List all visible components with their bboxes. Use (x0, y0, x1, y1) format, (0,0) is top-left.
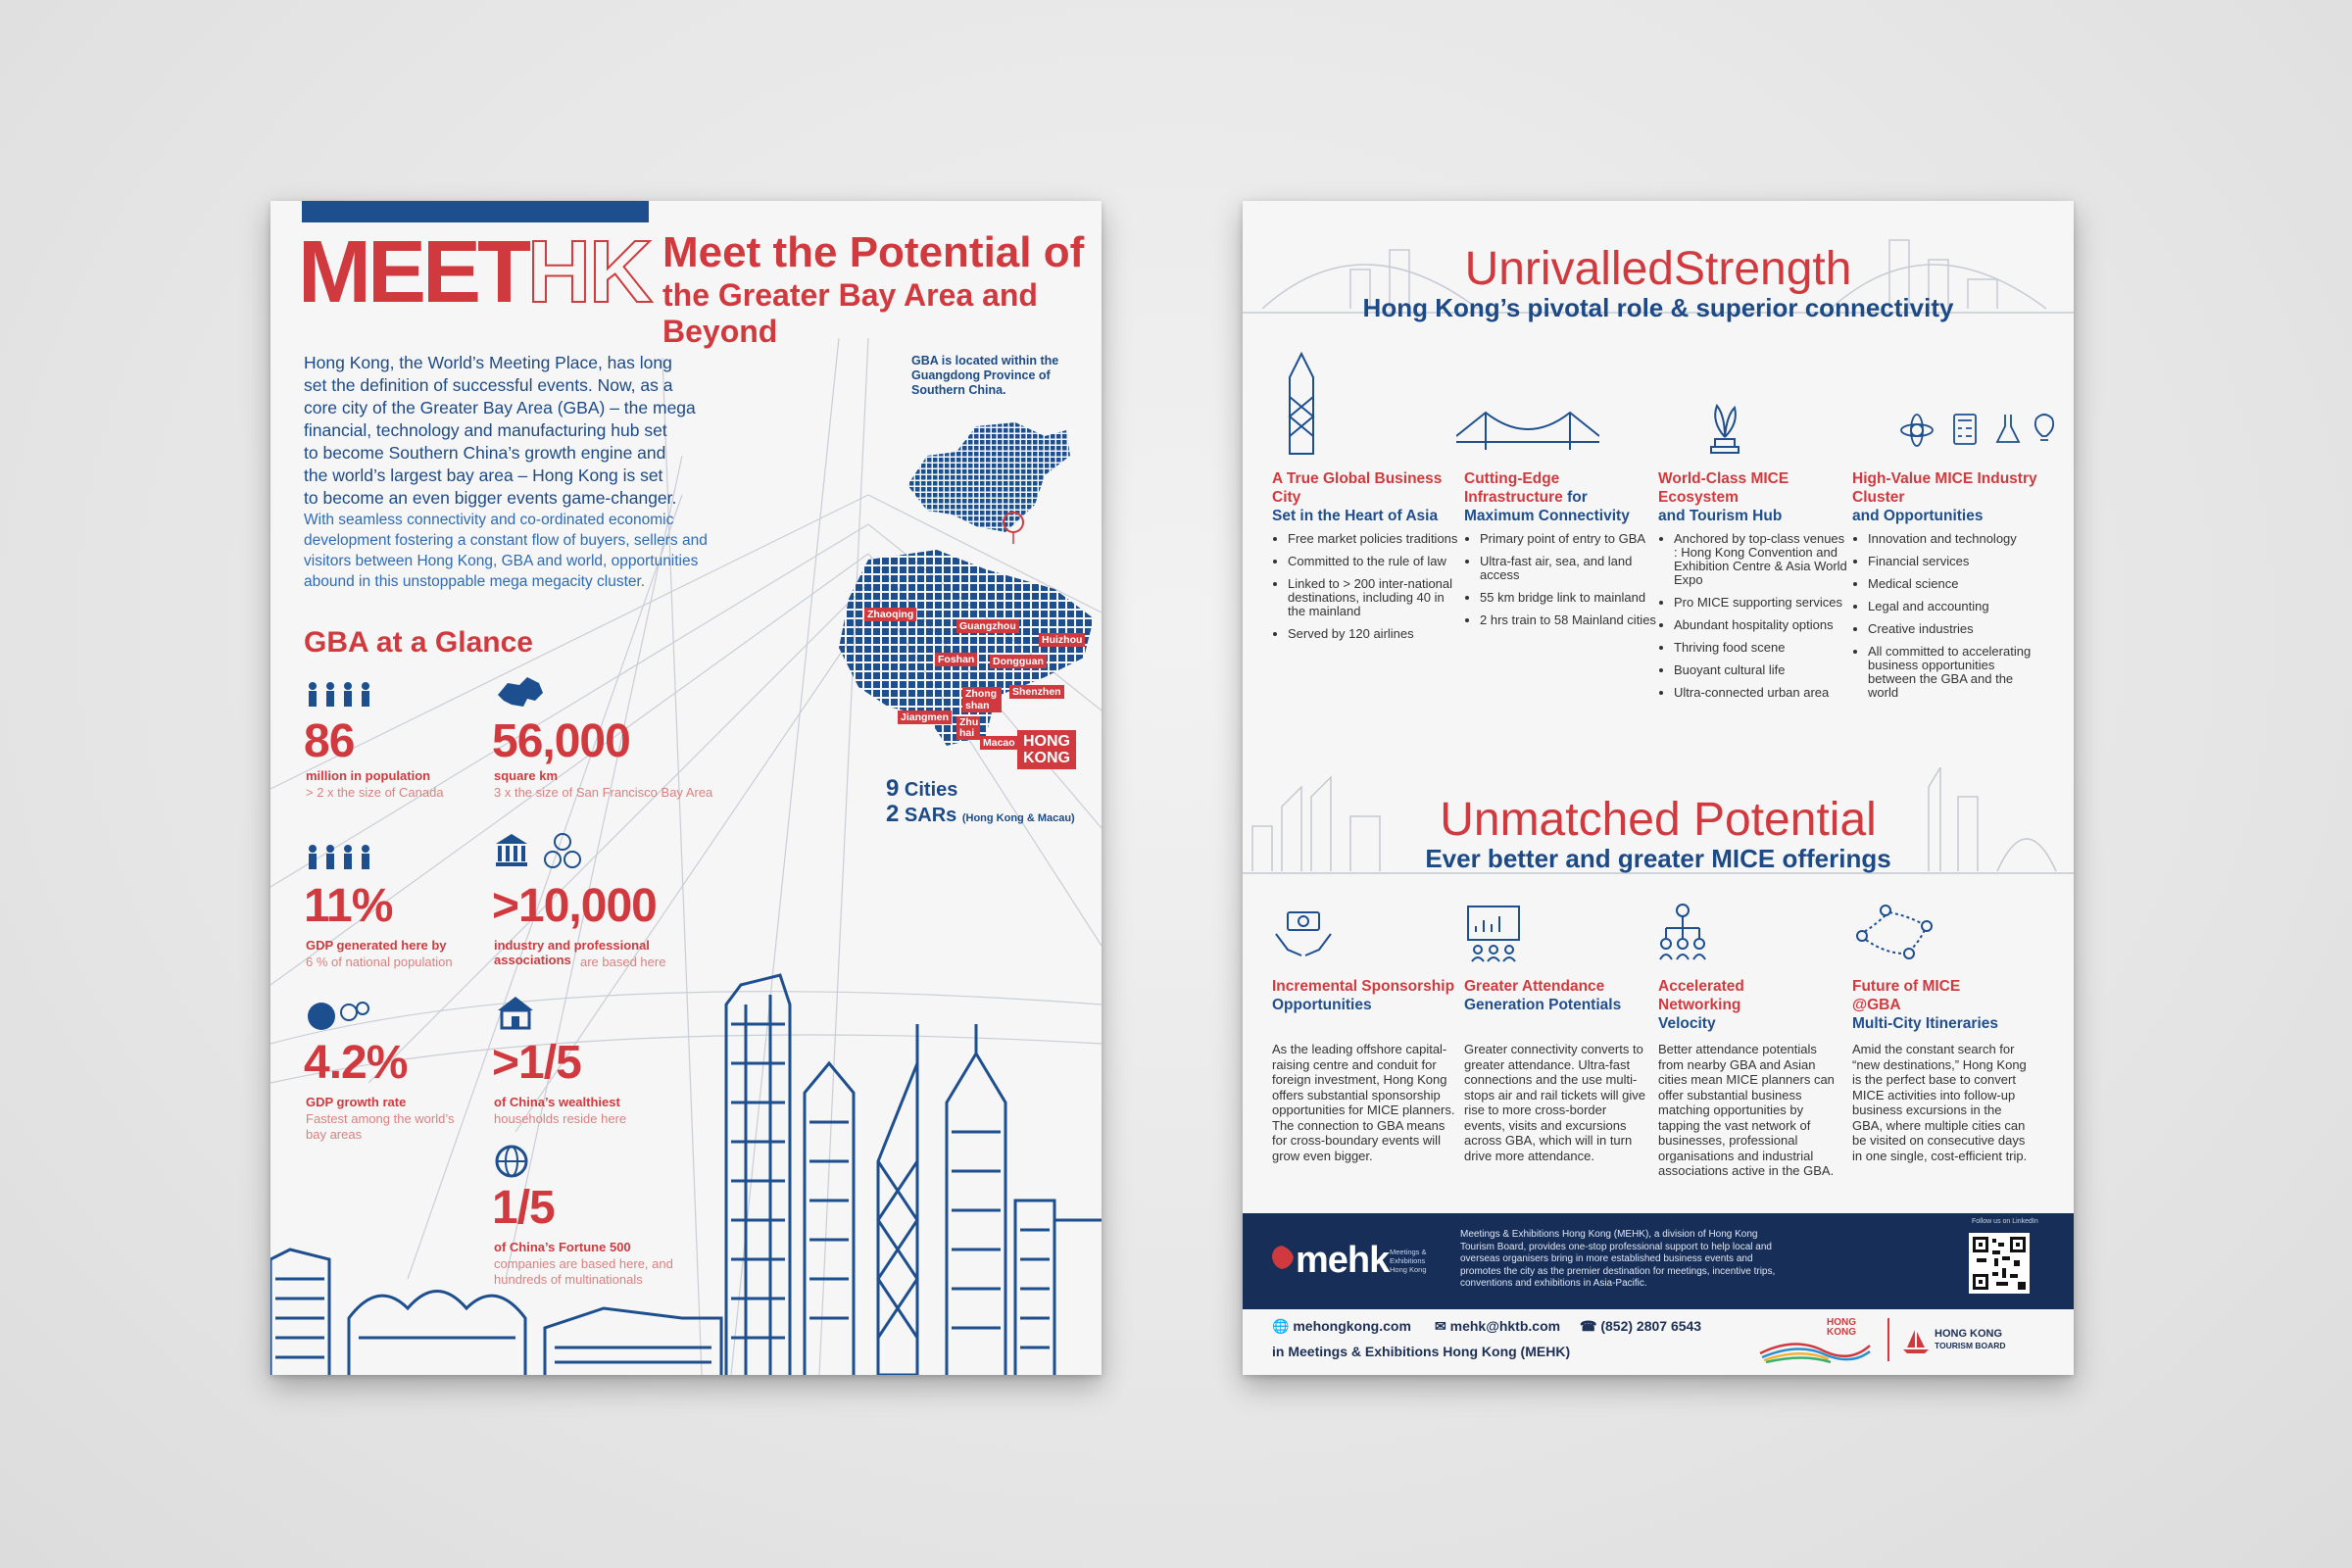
gba-at-a-glance-title: GBA at a Glance (304, 626, 533, 659)
mehk-logo: mehk (1296, 1240, 1390, 1281)
mehk-about-text: Meetings & Exhibitions Hong Kong (MEHK), a division of Hong Kong Tourism Board, provides one-stop professional support to help local and overseas organisers bring in more established business events and promotes the city as the premier destination for meetings, incentive trips, conventions and exhibitions in Asia-Pacific. (1460, 1229, 1776, 1289)
follow-linkedin-label: Follow us on LinkedIn (1972, 1218, 2038, 1225)
contact-phone[interactable]: ☎ (852) 2807 6543 (1580, 1318, 1702, 1334)
strength-4-heading: High-Value MICE Industry Cluster and Opportunities (1852, 470, 2037, 524)
stat-area-value: 56,000 (492, 715, 630, 767)
stat-wealthiest-sub: households reside here (494, 1111, 627, 1126)
contact-email[interactable]: ✉ mehk@hktb.com (1435, 1318, 1561, 1334)
junk-boat-logo (1901, 1326, 1931, 1355)
strength-1-list: • Free market policies traditions • Committed to the rule of law • Linked to > 200 inter-national destinations, including 40 in the mainland • Served by 120 airlines (1272, 532, 1464, 650)
stat-area-sub: 3 x the size of San Francisco Bay Area (494, 785, 713, 800)
strength-2-heading: Cutting-Edge Infrastructure for Maximum Connectivity (1464, 470, 1630, 524)
map-label-guangzhou: Guangzhou (956, 619, 1019, 633)
potential-1-heading: Incremental Sponsorship Opportunities (1272, 978, 1455, 1013)
unrivalled-strength-subtitle: Hong Kong’s pivotal role & superior connectivity (1362, 293, 1954, 322)
unmatched-potential-subtitle: Ever better and greater MICE offerings (1425, 844, 1891, 873)
stat-associations-label: industry and professional associations (494, 938, 650, 967)
potential-3-heading: Accelerated Networking Velocity (1658, 978, 1744, 1032)
stat-population-label: million in population (306, 768, 431, 783)
map-pins-route-icon (1850, 903, 1938, 965)
presentation-audience-icon (1464, 903, 1523, 965)
strength-2-list: • Primary point of entry to GBA • Ultra-fast air, sea, and land access • 55 km bridge link to mainland • 2 hrs train to 58 Mainland cities (1464, 532, 1656, 636)
china-map-icon (494, 675, 547, 715)
stat-associations-value: >10,000 (492, 880, 657, 932)
cities-count: 9 Cities (886, 775, 958, 802)
stat-area-label: square km (494, 768, 559, 783)
headline-line2: the Greater Bay Area and Beyond (662, 277, 1038, 349)
stat-gdp-share-sub: 6 % of national population (306, 955, 453, 969)
stat-fortune500-label: of China’s Fortune 500 (494, 1240, 631, 1254)
potential-4-text: Amid the constant search for “new destinations,” Hong Kong is the perfect base to convert MICE activities into follow-up business excursions in the GBA, where multiple cities can be visited on consecutive days in one single, cost-efficient trip. (1852, 1042, 2028, 1163)
stat-wealthiest-value: >1/5 (492, 1037, 581, 1089)
strength-3-list: • Anchored by top-class venues : Hong Kong Convention and Exhibition Centre & Asia World Expo • Pro MICE supporting services • Abundant hospitality options • Thriving food scene • Buoyant cultural life • Ultra-connected urban area (1658, 532, 1850, 709)
stat-gdp-share-value: 11% (304, 880, 393, 932)
sponsorship-hands-icon (1274, 905, 1333, 963)
map-label-dongguan: Dongguan (990, 655, 1047, 668)
map-label-foshan: Foshan (935, 653, 977, 666)
mehk-logo-subtitle: Meetings & Exhibitions Hong Kong (1390, 1248, 1427, 1274)
map-label-huizhou: Huizhou (1039, 633, 1085, 647)
unmatched-potential-title: Unmatched Potential (1440, 794, 1877, 846)
bauhinia-logo-icon (1268, 1242, 1296, 1271)
meethk-logo: MEETHK (298, 223, 652, 321)
bauhinia-statue-icon (1707, 402, 1742, 457)
people-icon (306, 844, 384, 878)
map-label-zhaoqing: Zhaoqing (864, 608, 916, 621)
potential-4-heading: Future of MICE @GBA Multi-City Itineraries (1852, 978, 1998, 1032)
globe-icon: 🌐 (1272, 1318, 1290, 1334)
potential-3-text: Better attendance potentials from nearby GBA and Asian cities mean MICE planners can offer substantial business matching opportunities by tapping the vast network of businesses, professional organisations and industrial associations active in the GBA. (1658, 1042, 1835, 1178)
map-label-zhuhai: Zhu hai (956, 716, 980, 740)
china-map (898, 416, 1074, 544)
stat-growth-sub: Fastest among the world’s bay areas (306, 1111, 455, 1142)
networking-hierarchy-icon (1658, 903, 1707, 965)
stat-growth-value: 4.2% (304, 1037, 408, 1089)
qr-code[interactable] (1969, 1233, 2030, 1294)
gba-location-note: GBA is located within the Guangdong Province of Southern China. (911, 354, 1059, 397)
map-label-zhongshan: Zhong shan (962, 687, 1002, 712)
unrivalled-strength-title: UnrivalledStrength (1464, 243, 1852, 295)
stat-fortune500-sub: companies are based here, and hundreds of multinationals (494, 1256, 673, 1287)
map-label-macao: Macao (980, 736, 1018, 750)
top-accent-bar (302, 201, 649, 222)
hong-kong-skyline-illustration (270, 965, 1102, 1375)
map-label-hong-kong: HONG KONG (1017, 730, 1076, 769)
bridge-icon (1456, 407, 1599, 452)
tower-icon (1282, 348, 1321, 456)
stat-population-sub: > 2 x the size of Canada (306, 785, 444, 800)
industry-icons (1899, 411, 2056, 450)
phone-icon: ☎ (1580, 1318, 1597, 1334)
headline-line1: Meet the Potential of (662, 228, 1085, 276)
mail-icon: ✉ (1435, 1318, 1446, 1334)
intro-paragraph: Hong Kong, the World’s Meeting Place, has long set the definition of successful events. Now, as a core city of the Greater Bay Area (GBA) – the mega financial, technology and manufacturing hub set to become Southern China’s growth engine and the world’s largest bay area – Hong Kong is set to become an even bigger events game-changer. With seamless connectivity and co-ordinated economic development fostering a constant flow of buyers, sellers and visitors between Hong Kong, GBA and world, opportunities abound in this unstoppable mega megacity cluster. (304, 353, 708, 590)
stat-fortune500-value: 1/5 (492, 1182, 555, 1234)
people-icon (306, 681, 384, 715)
left-flyer (270, 201, 1102, 1375)
map-label-jiangmen: Jiangmen (898, 710, 952, 724)
potential-1-text: As the leading offshore capital-raising centre and conduit for foreign investment, Hong Kong offers substantial sponsorship opportunities for MICE planners. The connection to GBA means for cross-boundary events will grow even bigger. (1272, 1042, 1455, 1163)
institution-icon (494, 832, 592, 880)
potential-2-heading: Greater Attendance Generation Potentials (1464, 978, 1622, 1013)
logo-divider (1887, 1318, 1889, 1361)
map-label-shenzhen: Shenzhen (1009, 685, 1064, 699)
stat-growth-label: GDP growth rate (306, 1095, 407, 1109)
contact-linkedin[interactable]: in Meetings & Exhibitions Hong Kong (MEHK) (1272, 1344, 1571, 1359)
strength-3-heading: World-Class MICE Ecosystem and Tourism Hub (1658, 470, 1789, 524)
strength-1-heading: A True Global Business City Set in the Heart of Asia (1272, 470, 1443, 524)
sars-count: 2 SARs (Hong Kong & Macau) (886, 801, 1075, 827)
contact-website[interactable]: 🌐 mehongkong.com (1272, 1318, 1411, 1334)
stat-gdp-share-label: GDP generated here by (306, 938, 447, 953)
potential-2-text: Greater connectivity converts to greater attendance. Ultra-fast connections and the use multi-stops air and rail tickets will give rise to more cross-border events, visits and excursions across GBA, which will in turn drive more attendance. (1464, 1042, 1645, 1163)
brand-hong-kong-wordmark: HONG KONG (1827, 1317, 1856, 1338)
stat-population-value: 86 (304, 715, 355, 767)
hktb-wordmark: HONG KONG TOURISM BOARD (1935, 1328, 2006, 1350)
stat-associations-sub: are based here (580, 955, 666, 969)
linkedin-icon: in (1272, 1344, 1285, 1359)
right-flyer (1243, 201, 2074, 1375)
stat-wealthiest-label: of China’s wealthiest (494, 1095, 620, 1109)
strength-4-list: • Innovation and technology • Financial services • Medical science • Legal and accounting • Creative industries • All committed to accelerating business opportunities between the GBA and the world (1852, 532, 2044, 709)
